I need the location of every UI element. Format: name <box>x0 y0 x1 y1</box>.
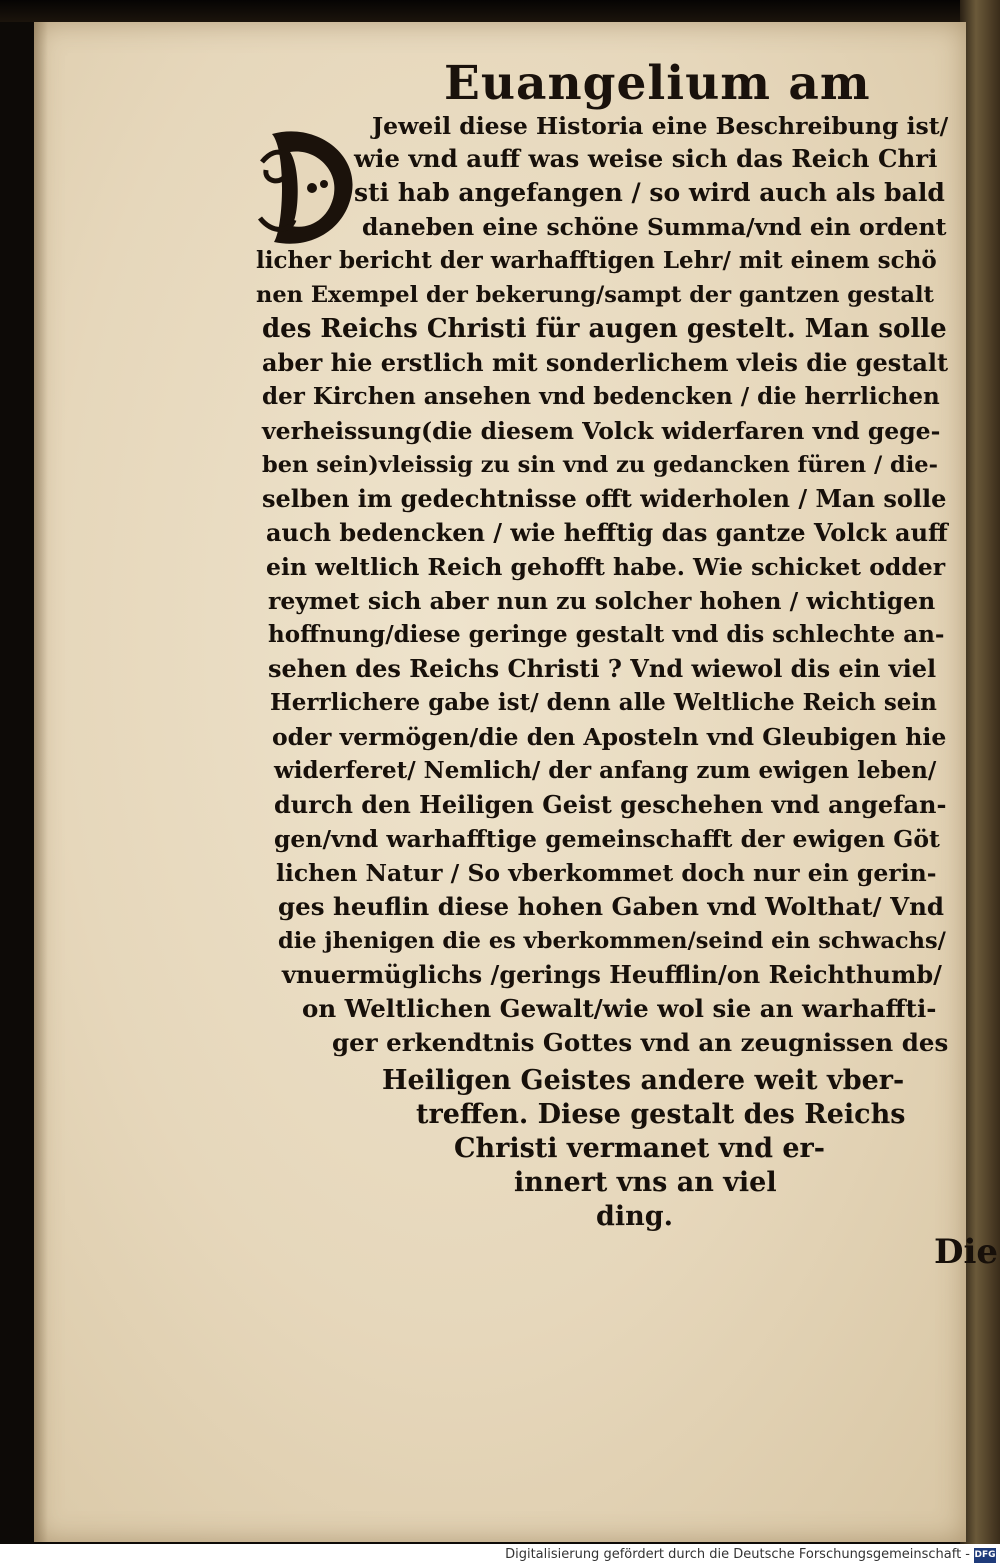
text-line: widerferet/ Nemlich/ der anfang zum ewigen leben/ <box>274 757 937 784</box>
text-line: sti hab angefangen / so wird auch als bald <box>354 178 945 207</box>
text-line: ben sein)vleissig zu sin vnd zu gedancken füren / die- <box>262 452 938 478</box>
text-line: daneben eine schöne Summa/vnd ein ordent <box>362 213 947 241</box>
text-line: ges heuflin diese hohen Gaben vnd Wolthat/ Vnd <box>278 892 945 921</box>
text-line: aber hie erstlich mit sonderlichem vleis die gestalt <box>262 348 949 377</box>
text-line: licher bericht der warhafftigen Lehr/ mit einem schö <box>256 247 937 274</box>
text-line: durch den Heiligen Geist geschehen vnd angefan- <box>274 790 947 819</box>
text-line: on Weltlichen Gewalt/wie wol sie an warhaffti- <box>302 994 937 1023</box>
text-line: Heiligen Geistes andere weit vber- <box>382 1065 905 1096</box>
text-line: Herrlichere gabe ist/ denn alle Weltliche Reich sein <box>270 689 937 716</box>
text-line: selben im gedechtnisse offt widerholen / Man solle <box>262 484 947 513</box>
text-line: auch bedencken / wie hefftig das gantze Volck auff <box>266 518 948 547</box>
text-line: ein weltlich Reich gehofft habe. Wie schicket odder <box>266 553 946 581</box>
text-line: nen Exempel der bekerung/sampt der gantzen gestalt <box>256 282 934 308</box>
page-text <box>34 22 966 1422</box>
page-header: Euangelium am <box>444 56 871 111</box>
footer-credit: Digitalisierung gefördert durch die Deutsche Forschungsgemeinschaft - <box>505 1547 970 1562</box>
text-line: lichen Natur / So vberkommet doch nur ein gerin- <box>276 859 937 887</box>
text-line: treffen. Diese gestalt des Reichs <box>416 1099 906 1130</box>
book-edge-top <box>0 0 1000 22</box>
text-line: wie vnd auff was weise sich das Reich Chri <box>354 144 938 173</box>
text-line: Christi vermanet vnd er- <box>454 1133 825 1164</box>
text-line: reymet sich aber nun zu solcher hohen / wichtigen <box>268 587 936 615</box>
text-line: ger erkendtnis Gottes vnd an zeugnissen des <box>332 1028 949 1057</box>
text-line: verheissung(die diesem Volck widerfaren vnd gege- <box>262 417 941 445</box>
catchword: Die <box>934 1232 999 1272</box>
text-line: ding. <box>596 1201 674 1232</box>
text-line: hoffnung/diese geringe gestalt vnd dis schlechte an- <box>268 621 945 648</box>
text-line: Jeweil diese Historia eine Beschreibung ist/ <box>372 112 949 140</box>
text-line: die jhenigen die es vberkommen/seind ein schwachs/ <box>278 928 946 954</box>
text-line: oder vermögen/die den Aposteln vnd Gleubigen hie <box>272 723 947 751</box>
book-edge-right <box>960 0 1000 1568</box>
text-line: der Kirchen ansehen vnd bedencken / die herrlichen <box>262 383 940 410</box>
book-page <box>34 22 999 1542</box>
text-line: gen/vnd warhafftige gemeinschafft der ewigen Göt <box>274 825 940 853</box>
text-line: sehen des Reichs Christi ? Vnd wiewol dis ein viel <box>268 654 937 683</box>
footer-bar <box>0 1544 1000 1568</box>
text-line: vnuermüglichs /gerings Heufflin/on Reichthumb/ <box>282 960 942 989</box>
text-line: innert vns an viel <box>514 1167 777 1198</box>
dfg-logo: DFG <box>974 1548 996 1563</box>
text-line: des Reichs Christi für augen gestelt. Man solle <box>262 314 947 344</box>
